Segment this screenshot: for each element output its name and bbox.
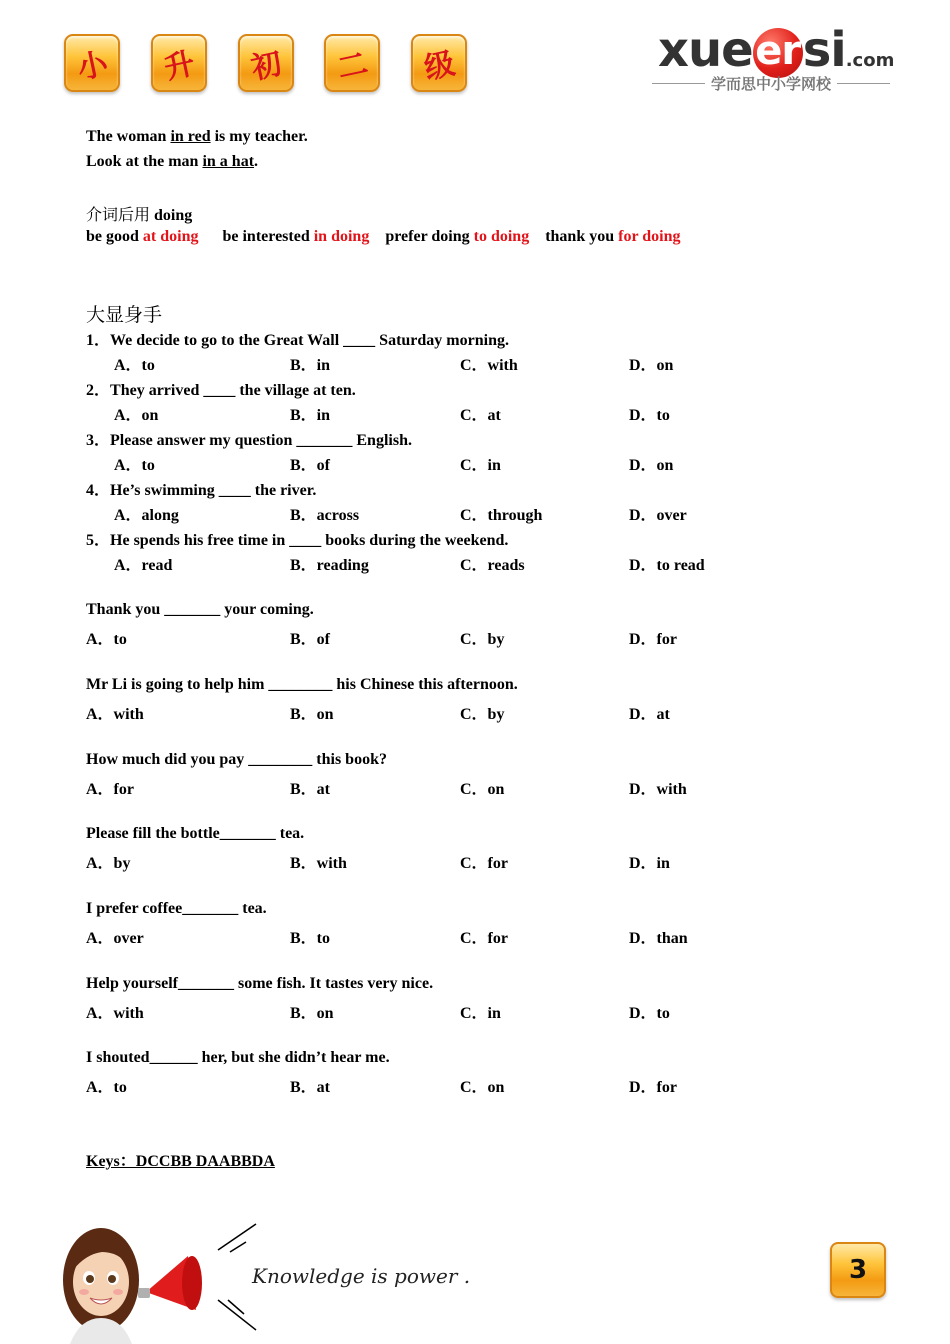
e2-option-b[interactable]: B．on (290, 706, 334, 723)
q1-option-c[interactable]: C．with (460, 357, 518, 374)
rule-title: 介词后用 doing (86, 205, 193, 224)
e2-option-a[interactable]: A．with (86, 706, 144, 723)
q3-option-a[interactable]: A．to (114, 457, 155, 474)
q1-option-b[interactable]: B．in (290, 357, 331, 374)
e6-option-a[interactable]: A．with (86, 1005, 144, 1022)
extra-question-1: Thank you _______ your coming. (86, 601, 314, 618)
q5-option-d[interactable]: D．to read (629, 557, 705, 574)
e3-option-a[interactable]: A．for (86, 781, 134, 798)
page-number: 3 (830, 1242, 886, 1298)
question-5: 5．He spends his free time in ____ books during the weekend. (86, 532, 509, 549)
e4-option-d[interactable]: D．in (629, 855, 670, 872)
q5-option-a[interactable]: A．read (114, 557, 173, 574)
e7-option-a[interactable]: A．to (86, 1079, 127, 1096)
e6-option-d[interactable]: D．to (629, 1005, 670, 1022)
e1-option-c[interactable]: C．by (460, 631, 505, 648)
header-tile-5: 级 (411, 34, 467, 92)
e4-option-b[interactable]: B．with (290, 855, 347, 872)
q5-option-c[interactable]: C．reads (460, 557, 525, 574)
e2-option-c[interactable]: C．by (460, 706, 505, 723)
q4-option-b[interactable]: B．across (290, 507, 360, 524)
e5-option-d[interactable]: D．than (629, 930, 688, 947)
e5-option-c[interactable]: C．for (460, 930, 508, 947)
rule-items: be good at doing be interested in doing prefer doing to doing thank you for doing (86, 228, 681, 245)
e7-option-d[interactable]: D．for (629, 1079, 677, 1096)
q3-option-c[interactable]: C．in (460, 457, 501, 474)
question-3: 3．Please answer my question _______ English. (86, 432, 412, 449)
section-title: 大显身手 (86, 304, 163, 326)
q4-option-a[interactable]: A．along (114, 507, 179, 524)
extra-question-6: Help yourself_______ some fish. It tastes very nice. (86, 975, 434, 992)
e4-option-c[interactable]: C．for (460, 855, 508, 872)
q2-option-b[interactable]: B．in (290, 407, 331, 424)
q5-option-b[interactable]: B．reading (290, 557, 369, 574)
e1-option-a[interactable]: A．to (86, 631, 127, 648)
footer-motto: Knowledge is power . (252, 1264, 471, 1288)
q3-option-d[interactable]: D．on (629, 457, 674, 474)
q1-option-d[interactable]: D．on (629, 357, 674, 374)
e7-option-c[interactable]: C．on (460, 1079, 505, 1096)
extra-question-7: I shouted______ her, but she didn’t hear me. (86, 1049, 390, 1066)
e4-option-a[interactable]: A．by (86, 855, 131, 872)
header-tile-3: 初 (238, 34, 294, 92)
extra-question-2: Mr Li is going to help him ________ his Chinese this afternoon. (86, 676, 518, 693)
e5-option-b[interactable]: B．to (290, 930, 331, 947)
example-line-2: Look at the man in a hat. (86, 153, 259, 170)
e1-option-b[interactable]: B．of (290, 631, 331, 648)
question-1: 1．We decide to go to the Great Wall ____ Saturday morning. (86, 332, 509, 349)
q2-option-c[interactable]: C．at (460, 407, 501, 424)
example-line-1: The woman in red is my teacher. (86, 128, 308, 145)
q1-option-a[interactable]: A．to (114, 357, 155, 374)
xueersi-logo: xueersi.com (658, 22, 895, 78)
header-tile-1: 小 (64, 34, 120, 92)
q2-option-a[interactable]: A．on (114, 407, 159, 424)
answer-keys: Keys：DCCBB DAABBDA (86, 1153, 275, 1170)
e1-option-d[interactable]: D．for (629, 631, 677, 648)
q4-option-c[interactable]: C．through (460, 507, 543, 524)
e3-option-d[interactable]: D．with (629, 781, 687, 798)
header-tile-4: 二 (324, 34, 380, 92)
e6-option-b[interactable]: B．on (290, 1005, 334, 1022)
extra-question-5: I prefer coffee_______ tea. (86, 900, 267, 917)
e6-option-c[interactable]: C．in (460, 1005, 501, 1022)
extra-question-4: Please fill the bottle_______ tea. (86, 825, 305, 842)
logo-subtitle: 学而思中小学网校 (646, 72, 896, 94)
e2-option-d[interactable]: D．at (629, 706, 670, 723)
e3-option-b[interactable]: B．at (290, 781, 331, 798)
extra-question-3: How much did you pay ________ this book? (86, 751, 387, 768)
e5-option-a[interactable]: A．over (86, 930, 144, 947)
e3-option-c[interactable]: C．on (460, 781, 505, 798)
question-2: 2．They arrived ____ the village at ten. (86, 382, 356, 399)
question-4: 4．He’s swimming ____ the river. (86, 482, 317, 499)
girl-megaphone-illustration (60, 1222, 260, 1344)
header-tile-2: 升 (151, 34, 207, 92)
q3-option-b[interactable]: B．of (290, 457, 331, 474)
e7-option-b[interactable]: B．at (290, 1079, 331, 1096)
q2-option-d[interactable]: D．to (629, 407, 670, 424)
q4-option-d[interactable]: D．over (629, 507, 687, 524)
